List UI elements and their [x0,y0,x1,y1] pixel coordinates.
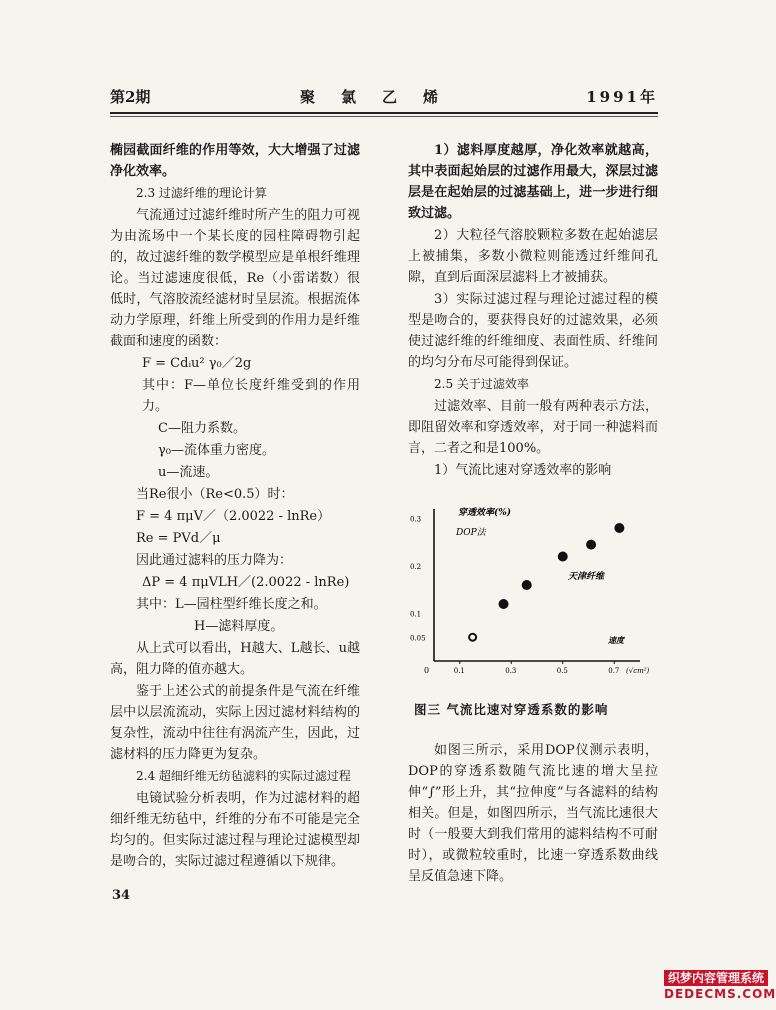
x-tick-label: 0.5 [556,667,568,675]
figure-3 [408,493,658,691]
where-item: γ₀—流体重力密度。 [158,443,275,458]
subheading: 1）气流比速对穿透效率的影响 [434,463,612,478]
page-number: 34 [112,888,131,903]
paragraph: 因此通过滤料的压力降为： [136,553,293,568]
watermark [664,970,776,1002]
y-tick-label: 0.3 [410,515,422,524]
data-point [558,552,567,561]
watermark-title: 织梦内容管理系统 [664,970,768,986]
legend-label: 穿透效率(%) [458,508,512,518]
list-item: 1）滤料厚度越厚，净化效率就越高，其中表面起始层的过滤作用最大，深层过滤层是在起始层的过滤基础上，进一步进行细致过滤。 [408,143,658,221]
method-label: DOP法 [456,528,486,538]
origin-label: 0 [424,666,430,675]
formula-pressure-drop: ΔP = 4 πμVLH／(2.0022 - lnRe) [142,575,350,590]
data-point [587,540,596,549]
speed-label: 速度 [608,635,624,645]
paragraph: 鉴于上述公式的前提条件是气流在纤维层中以层流流动，实际上因过滤材料结构的复杂性，流动中往往有涡流产生，因此，过滤材料的压力降更为复杂。 [110,684,360,762]
formula-reynolds: Re = PVd／μ [136,531,221,546]
list-item: 2）大粒径气溶胶颗粒多数在起始滤层上被捕集，多数小微粒则能透过纤维间孔隙，直到后面深层滤料上才被捕获。 [408,228,658,285]
paragraph: 椭园截面纤维的作用等效，大大增强了过滤净化效率。 [110,143,360,179]
paragraph: 如图三所示，采用DOP仪测示表明，DOP的穿透系数随气流比速的增大呈拉伸“∫”形上升，其“拉伸度”与各滤料的结构相关。但是，如图四所示，当气流比速很大时（一般要大到我们常用的滤料结构不可耐时），或微粒较重时，比速一穿透系数曲线呈反值急速下降。 [408,743,658,884]
publication-year: 1991年 [586,88,658,106]
formula-condition: 当Re很小（Re<0.5）时： [136,487,294,502]
running-header [110,86,658,108]
data-point [522,581,531,590]
header-rule [110,112,658,114]
where-item: u—流速。 [158,465,219,480]
paragraph: 过滤效率、目前一般有两种表示方法，即阻留效率和穿透效率，对于同一种滤料而言，二者之和是100%。 [408,399,658,456]
y-tick-label: 0.05 [410,634,426,643]
list-item: 3）实际过滤过程与理论过滤过程的模型是吻合的，要获得良好的过滤效果，必须使过滤纤维的纤维细度、表面性质、纤维间的均匀分布尽可能得到保证。 [408,292,658,370]
y-tick-label: 0.2 [410,563,422,571]
x-tick-label: 0.7 [608,667,620,675]
scatter-chart [408,493,658,691]
issue-number: 第2期 [110,88,151,106]
section-heading-2-5: 2.5 关于过滤效率 [434,377,529,391]
data-point [499,600,508,609]
x-tick-label: 0.3 [505,667,517,675]
where-item: 其中：L—园柱型纤维长度之和。 [136,597,327,612]
x-axis-label: (√cm²) [626,667,650,675]
where-item: H—滤料厚度。 [194,619,284,634]
right-column [408,140,658,888]
where-item: C—阻力系数。 [158,421,246,436]
data-point [615,524,624,533]
header-rule-thin [110,116,658,117]
watermark-url: DEDECMS.COM [664,987,776,1001]
section-heading-2-3: 2.3 过滤纤维的理论计算 [136,186,267,200]
formula-force: F = Cdᵢu² γ₀／2g [142,356,252,371]
where-item: 其中：F—单位长度纤维受到的作用力。 [142,378,360,414]
paragraph: 从上式可以看出，H越大、L越长、u越高，阻力降的值亦越大。 [110,641,360,677]
data-point [469,634,476,641]
x-tick-label: 0.1 [453,667,465,675]
formula-force-low-re: F = 4 πμV／（2.0022 - lnRe） [136,509,331,524]
sample-label: 天津纤维 [568,572,605,582]
journal-title: 聚氯乙烯 [300,88,465,106]
figure-caption: 图三 气流比速对穿透系数的影响 [414,702,609,717]
paragraph: 气流通过过滤纤维时所产生的阻力可视为由流场中一个某长度的园柱障碍物引起的，故过滤纤维的数学模型应是单根纤维理论。当过滤速度很低，Re（小雷诺数）很低时，气溶胶流经滤材时呈层流。根据流体动力学原理，纤维上所受到的作用力是纤维截面和速度的函数： [110,208,360,349]
section-heading-2-4: 2.4 超细纤维无纺毡滤料的实际过滤过程 [136,769,351,783]
y-tick-label: 0.1 [410,610,422,619]
left-column [110,140,360,873]
paragraph: 电镜试验分析表明，作为过滤材料的超细纤维无纺毡中，纤维的分布不可能是完全均匀的。但实际过滤过程与理论过滤模型却是吻合的，实际过滤过程遵循以下规律。 [110,791,360,869]
